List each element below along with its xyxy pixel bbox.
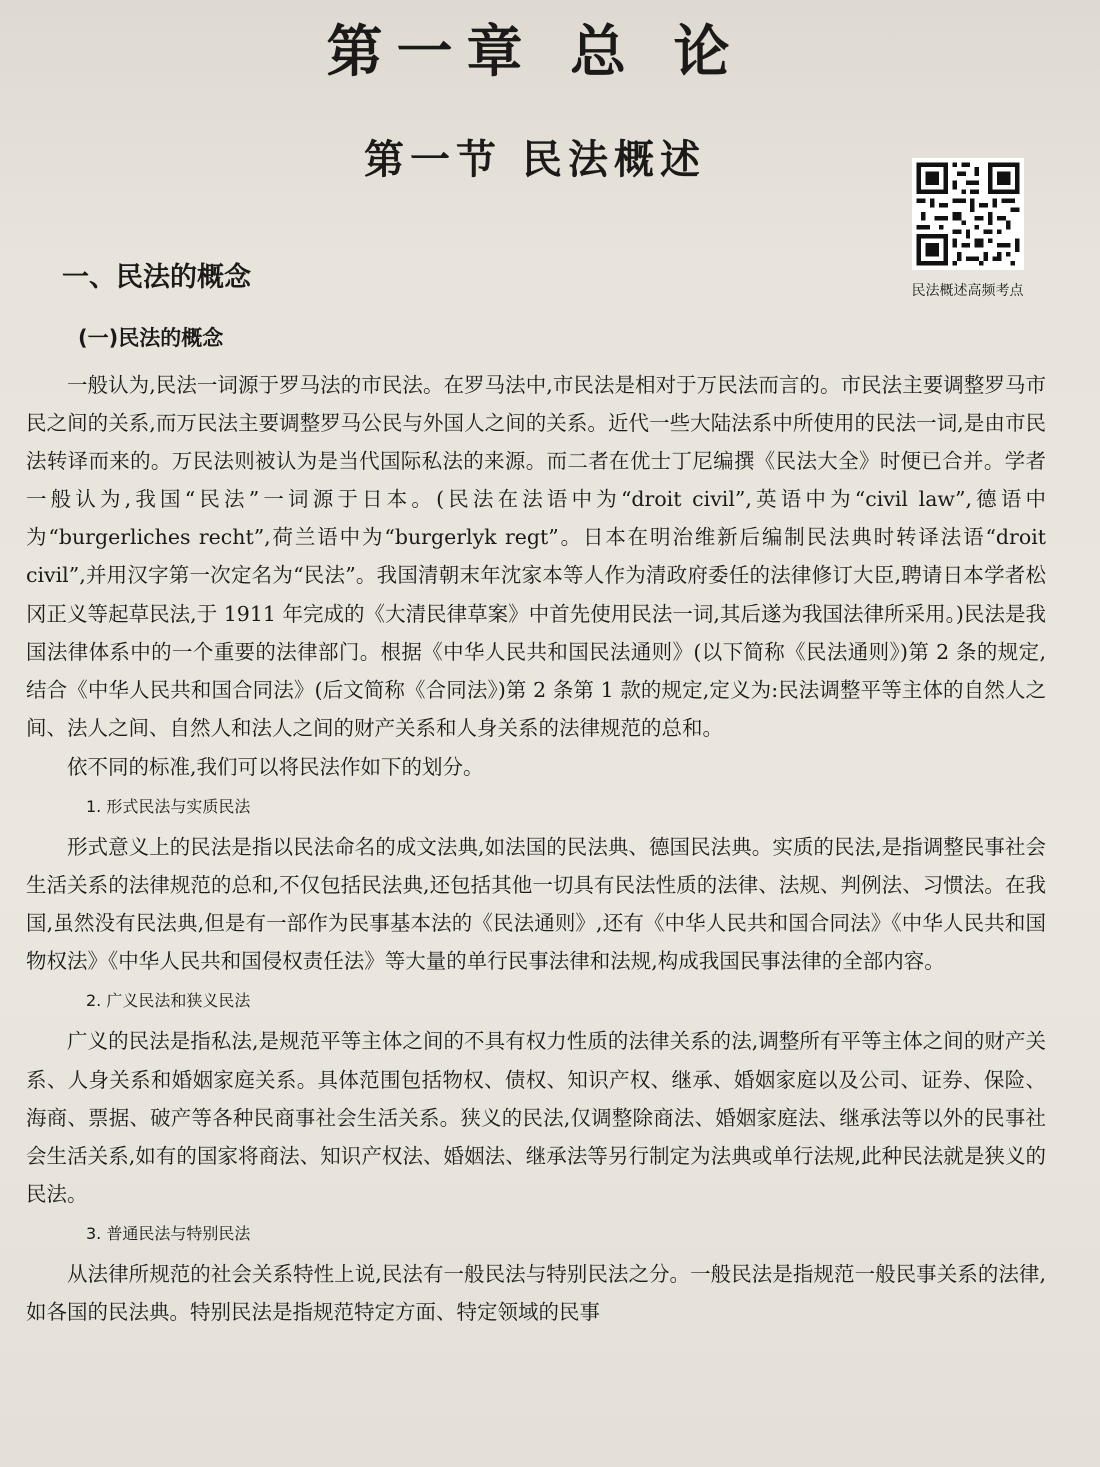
heading-level-2: (一)民法的概念 (78, 326, 224, 350)
body-text (26, 366, 1046, 1331)
paragraph: 形式意义上的民法是指以民法命名的成文法典,如法国的民法典、德国民法典。实质的民法,是指调整民事社会生活关系的法律规范的总和,不仅包括民法典,还包括其他一切具有民法性质的法律、法规、判例法、习惯法。在我国,虽然没有民法典,但是有一部作为民事基本法的《民法通则》,还有《中华人民共和国合同法》《中华人民共和国物权法》《中华人民共和国侵权责任法》等大量的单行民事法律和法规,构成我国民事法律的全部内容。 (26, 835, 1046, 974)
chapter-title: 第一章 总 论 (326, 20, 744, 85)
paragraph: 依不同的标准,我们可以将民法作如下的划分。 (67, 754, 484, 779)
subheading: 2. 广义民法和狭义民法 (86, 991, 251, 1011)
subheading: 3. 普通民法与特别民法 (86, 1223, 251, 1243)
subheading: 1. 形式民法与实质民法 (86, 797, 251, 817)
qr-caption: 民法概述高频考点 (911, 283, 1024, 299)
section-title: 第一节 民法概述 (364, 137, 706, 183)
qr-code-block (895, 158, 1040, 300)
paragraph: 一般认为,民法一词源于罗马法的市民法。在罗马法中,市民法是相对于万民法而言的。市民法主要调整罗马市民之间的关系,而万民法主要调整罗马公民与外国人之间的关系。近代一些大陆法系中所使用的民法一词,是由市民法转译而来的。万民法则被认为是当代国际私法的来源。而二者在优士丁尼编撰《民法大全》时便已合并。学者一般认为,我国“民法”一词源于日本。(民法在法语中为“droit civil”,英语中为“civil law”,德语中为“burgerliches recht”,荷兰语中为“burgerlyk regt”。日本在明治维新后编制民法典时转译法语“droit civil”,并用汉字第一次定名为“民法”。我国清朝末年沈家本等人作为清政府委任的法律修订大臣,聘请日本学者松冈正义等起草民法,于 1911 年完成的《大清民律草案》中首先使用民法一词,其后遂为我国法律所采用。)民法是我国法律体系中的一个重要的法律部门。根据《中华人民共和国民法通则》(以下简称《民法通则》)第 2 条的规定,结合《中华人民共和国合同法》(后文简称《合同法》)第 2 条第 1 款的规定,定义为:民法调整平等主体的自然人之间、法人之间、自然人和法人之间的财产关系和人身关系的法律规范的总和。 (26, 373, 1046, 740)
heading-level-1: 一、民法的概念 (62, 262, 251, 293)
paragraph: 广义的民法是指私法,是规范平等主体之间的不具有权力性质的法律关系的法,调整所有平等主体之间的财产关系、人身关系和婚姻家庭关系。具体范围包括物权、债权、知识产权、继承、婚姻家庭以及公司、证券、保险、海商、票据、破产等各种民商事社会生活关系。狭义的民法,仅调整除商法、婚姻家庭法、继承法等以外的民事社会生活关系,如有的国家将商法、知识产权法、婚姻法、继承法等另行制定为法典或单行法规,此种民法就是狭义的民法。 (26, 1029, 1046, 1206)
paragraph: 从法律所规范的社会关系特性上说,民法有一般民法与特别民法之分。一般民法是指规范一般民事关系的法律,如各国的民法典。特别民法是指规范特定方面、特定领域的民事 (26, 1261, 1046, 1324)
qr-code-icon (912, 158, 1024, 270)
